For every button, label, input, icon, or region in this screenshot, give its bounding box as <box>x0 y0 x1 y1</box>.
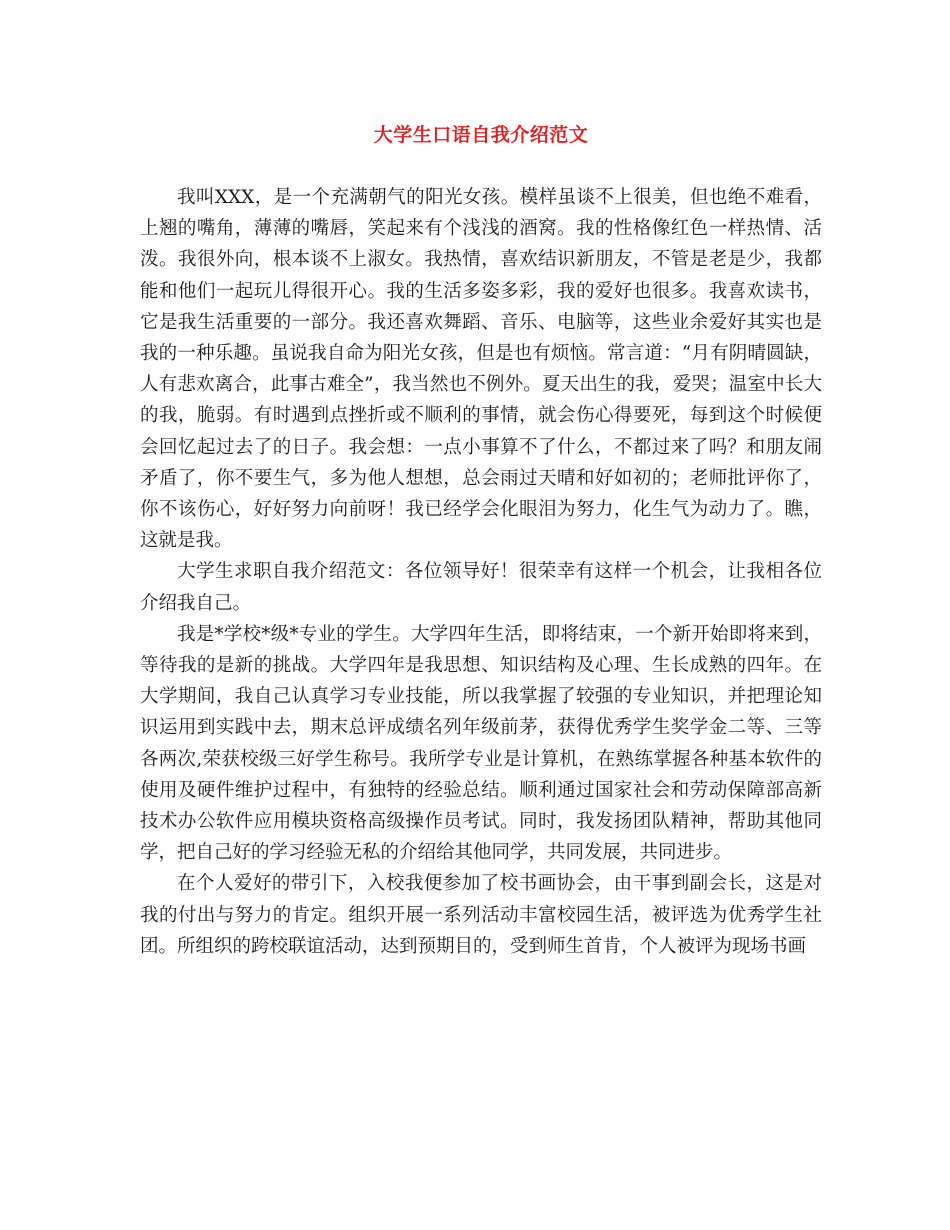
paragraph-university-life: 我是*学校*级*专业的学生。大学四年生活，即将结束，一个新开始即将来到，等待我的是新的挑战。大学四年是我思想、知识结构及心理、生长成熟的四年。在大学期间，我自己认真学习专业技能，所以我掌握了较强的专业知识，并把理论知识运用到实践中去，期末总评成绩名列年级前茅，获得优秀学生奖学金二等、三等各两次,荣获校级三好学生称号。我所学专业是计算机，在熟练掌握各种基本软件的使用及硬件维护过程中，有独特的经验总结。顺利通过国家社会和劳动保障部高新技术办公软件应用模块资格高级操作员考试。同时，我发扬团队精神，帮助其他同学，把自己好的学习经验无私的介绍给其他同学，共同发展，共同进步。 <box>140 623 822 864</box>
paragraph-hobbies: 在个人爱好的带引下，入校我便参加了校书画协会，由干事到副会长，这是对我的付出与努力的肯定。组织开展一系列活动丰富校园生活，被评选为优秀学生社团。所组织的跨校联谊活动，达到预期目的，受到师生首肯，个人被评为现场书画 <box>140 873 822 957</box>
paragraph-self-intro: 我叫XXX，是一个充满朝气的阳光女孩。模样虽谈不上很美，但也绝不难看，上翘的嘴角，薄薄的嘴唇，笑起来有个浅浅的酒窝。我的性格像红色一样热情、活泼。我很外向，根本谈不上淑女。我热情，喜欢结识新朋友，不管是老是少，我都能和他们一起玩儿得很开心。我的生活多姿多彩，我的爱好也很多。我喜欢读书，它是我生活重要的一部分。我还喜欢舞蹈、音乐、电脑等，这些业余爱好其实也是我的一种乐趣。虽说我自命为阳光女孩，但是也有烦恼。常言道：“月有阴晴圆缺，人有悲欢离合，此事古难全”，我当然也不例外。夏天出生的我，爱哭；温室中长大的我，脆弱。有时遇到点挫折或不顺利的事情，就会伤心得要死，每到这个时候便会回忆起过去了的日子。我会想：一点小事算不了什么，不都过来了吗？和朋友闹矛盾了，你不要生气，多为他人想想，总会雨过天晴和好如初的；老师批评你了，你不该伤心，好好努力向前呀！我已经学会化眼泪为努力，化生气为动力了。瞧，这就是我。 <box>140 187 822 552</box>
document-title: 大学生口语自我介绍范文 <box>373 124 589 146</box>
paragraph-job-intro: 大学生求职自我介绍范文：各位领导好！很荣幸有这样一个机会，让我相各位介绍我自己。 <box>140 561 822 614</box>
